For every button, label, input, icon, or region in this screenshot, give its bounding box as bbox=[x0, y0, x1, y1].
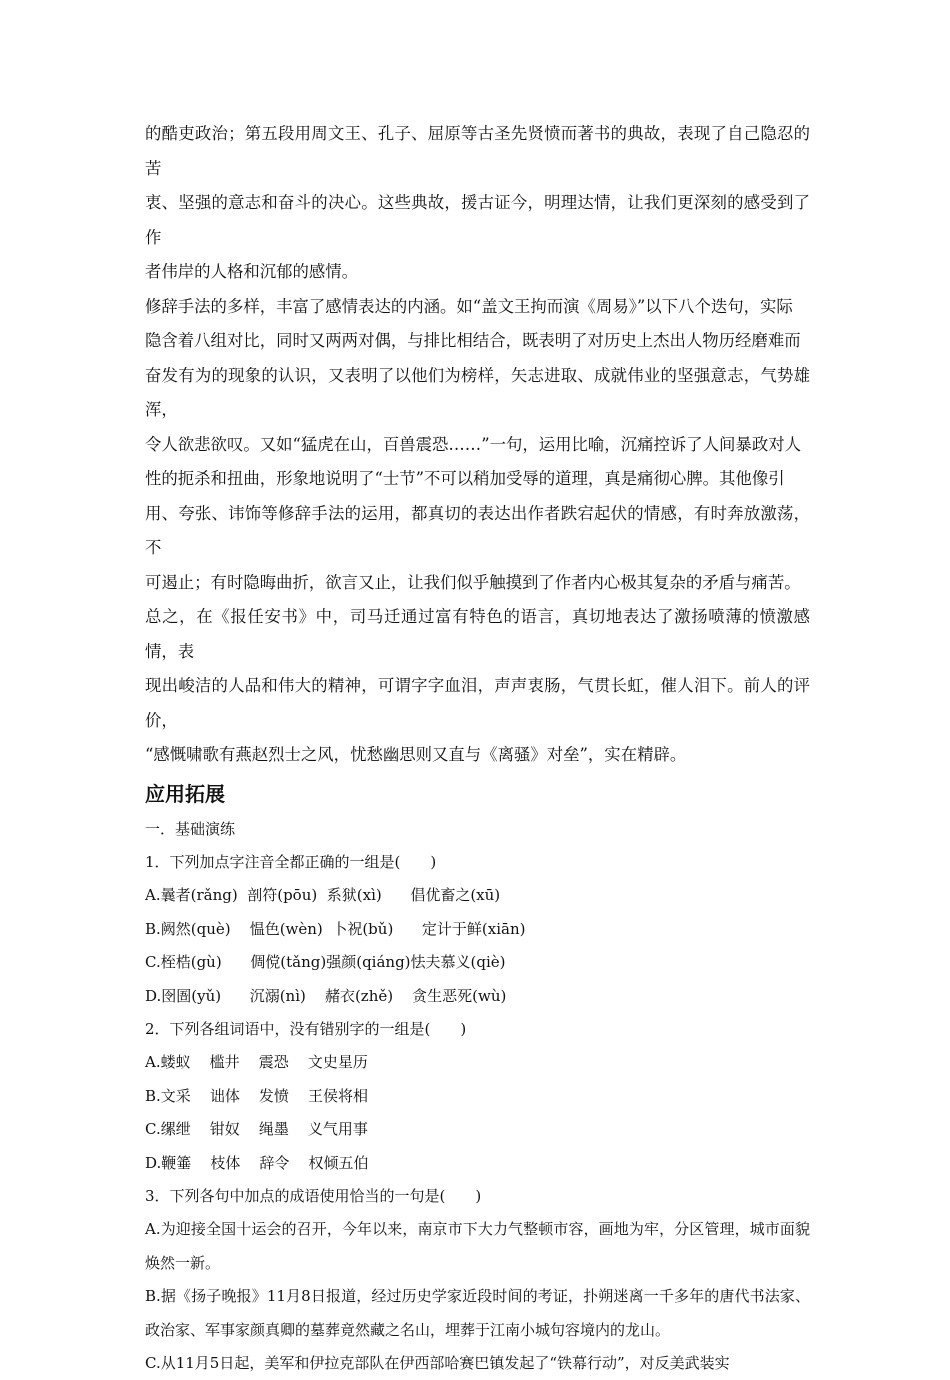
analysis-text bbox=[145, 117, 810, 773]
text-line: 性的扼杀和扭曲，形象地说明了“士节”不可以稍加受辱的道理，真是痛彻心脾。其他像引 bbox=[145, 462, 810, 497]
text-line: 可遏止；有时隐晦曲折，欲言又止，让我们似乎触摸到了作者内心极其复杂的矛盾与痛苦。 bbox=[145, 566, 810, 601]
question-stem: 3．下列各句中加点的成语使用恰当的一句是( ) bbox=[145, 1180, 810, 1213]
question-option: C.桎梏(gù) 倜傥(tǎng)强颜(qiáng)怯夫慕义(qiè) bbox=[145, 946, 810, 979]
question-1 bbox=[145, 846, 810, 1013]
question-option: A.曩者(rǎng) 剖符(pōu) 系狱(xì) 倡优畜之(xū) bbox=[145, 879, 810, 912]
text-line: “感慨啸歌有燕赵烈士之风，忧愁幽思则又直与《离骚》对垒”，实在精辟。 bbox=[145, 738, 810, 773]
question-option: B.阙然(què) 愠色(wèn) 卜祝(bǔ) 定计于鲜(xiān) bbox=[145, 913, 810, 946]
question-option: A.为迎接全国十运会的召开，今年以来，南京市下大力气整顿市容，画地为牢，分区管理，城市面貌焕然一新。 bbox=[145, 1213, 810, 1280]
text-line: 现出峻洁的人品和伟大的精神，可谓字字血泪，声声衷肠，气贯长虹，催人泪下。前人的评价， bbox=[145, 669, 810, 738]
question-option: C.缧绁 钳奴 绳墨 义气用事 bbox=[145, 1113, 810, 1146]
text-line: 者伟岸的人格和沉郁的感情。 bbox=[145, 255, 810, 290]
text-line: 奋发有为的现象的认识，又表明了以他们为榜样，矢志进取、成就伟业的坚强意志，气势雄浑， bbox=[145, 359, 810, 428]
exercise-subtitle: 一．基础演练 bbox=[145, 813, 810, 846]
text-line: 令人欲悲欲叹。又如“猛虎在山，百兽震恐……”一句，运用比喻，沉痛控诉了人间暴政对人 bbox=[145, 428, 810, 463]
exercise-section bbox=[145, 813, 810, 1380]
question-option: B.文采 诎体 发愤 王侯将相 bbox=[145, 1080, 810, 1113]
document-page bbox=[145, 117, 810, 1380]
question-option: D.囹圄(yǔ) 沉溺(nì) 赭衣(zhě) 贪生恶死(wù) bbox=[145, 980, 810, 1013]
question-stem: 1．下列加点字注音全都正确的一组是( ) bbox=[145, 846, 810, 879]
text-line: 的酷吏政治；第五段用周文王、孔子、屈原等古圣先贤愤而著书的典故，表现了自己隐忍的苦 bbox=[145, 117, 810, 186]
text-line: 隐含着八组对比，同时又两两对偶，与排比相结合，既表明了对历史上杰出人物历经磨难而 bbox=[145, 324, 810, 359]
text-line: 修辞手法的多样，丰富了感情表达的内涵。如“盖文王拘而演《周易》”以下八个迭句，实际 bbox=[145, 290, 810, 325]
question-option: C.从11月5日起，美军和伊拉克部队在伊西部哈赛巴镇发起了“铁幕行动”，对反美武装实 bbox=[145, 1347, 810, 1380]
text-line: 总之，在《报任安书》中，司马迁通过富有特色的语言，真切地表达了激扬喷薄的愤激感情，表 bbox=[145, 600, 810, 669]
question-stem: 2．下列各组词语中，没有错别字的一组是( ) bbox=[145, 1013, 810, 1046]
section-title: 应用拓展 bbox=[145, 779, 810, 809]
text-line: 用、夸张、讳饰等修辞手法的运用，都真切的表达出作者跌宕起伏的情感，有时奔放激荡，不 bbox=[145, 497, 810, 566]
question-option: D.鞭箠 枝体 辞令 权倾五伯 bbox=[145, 1147, 810, 1180]
question-option: A.蝼蚁 槛井 震恐 文史星历 bbox=[145, 1046, 810, 1079]
question-option: B.据《扬子晚报》11月8日报道，经过历史学家近段时间的考证，扑朔迷离一千多年的唐代书法家、政治家、军事家颜真卿的墓葬竟然藏之名山，埋葬于江南小城句容境内的龙山。 bbox=[145, 1280, 810, 1347]
question-2 bbox=[145, 1013, 810, 1180]
question-3 bbox=[145, 1180, 810, 1380]
text-line: 衷、坚强的意志和奋斗的决心。这些典故，援古证今，明理达情，让我们更深刻的感受到了作 bbox=[145, 186, 810, 255]
